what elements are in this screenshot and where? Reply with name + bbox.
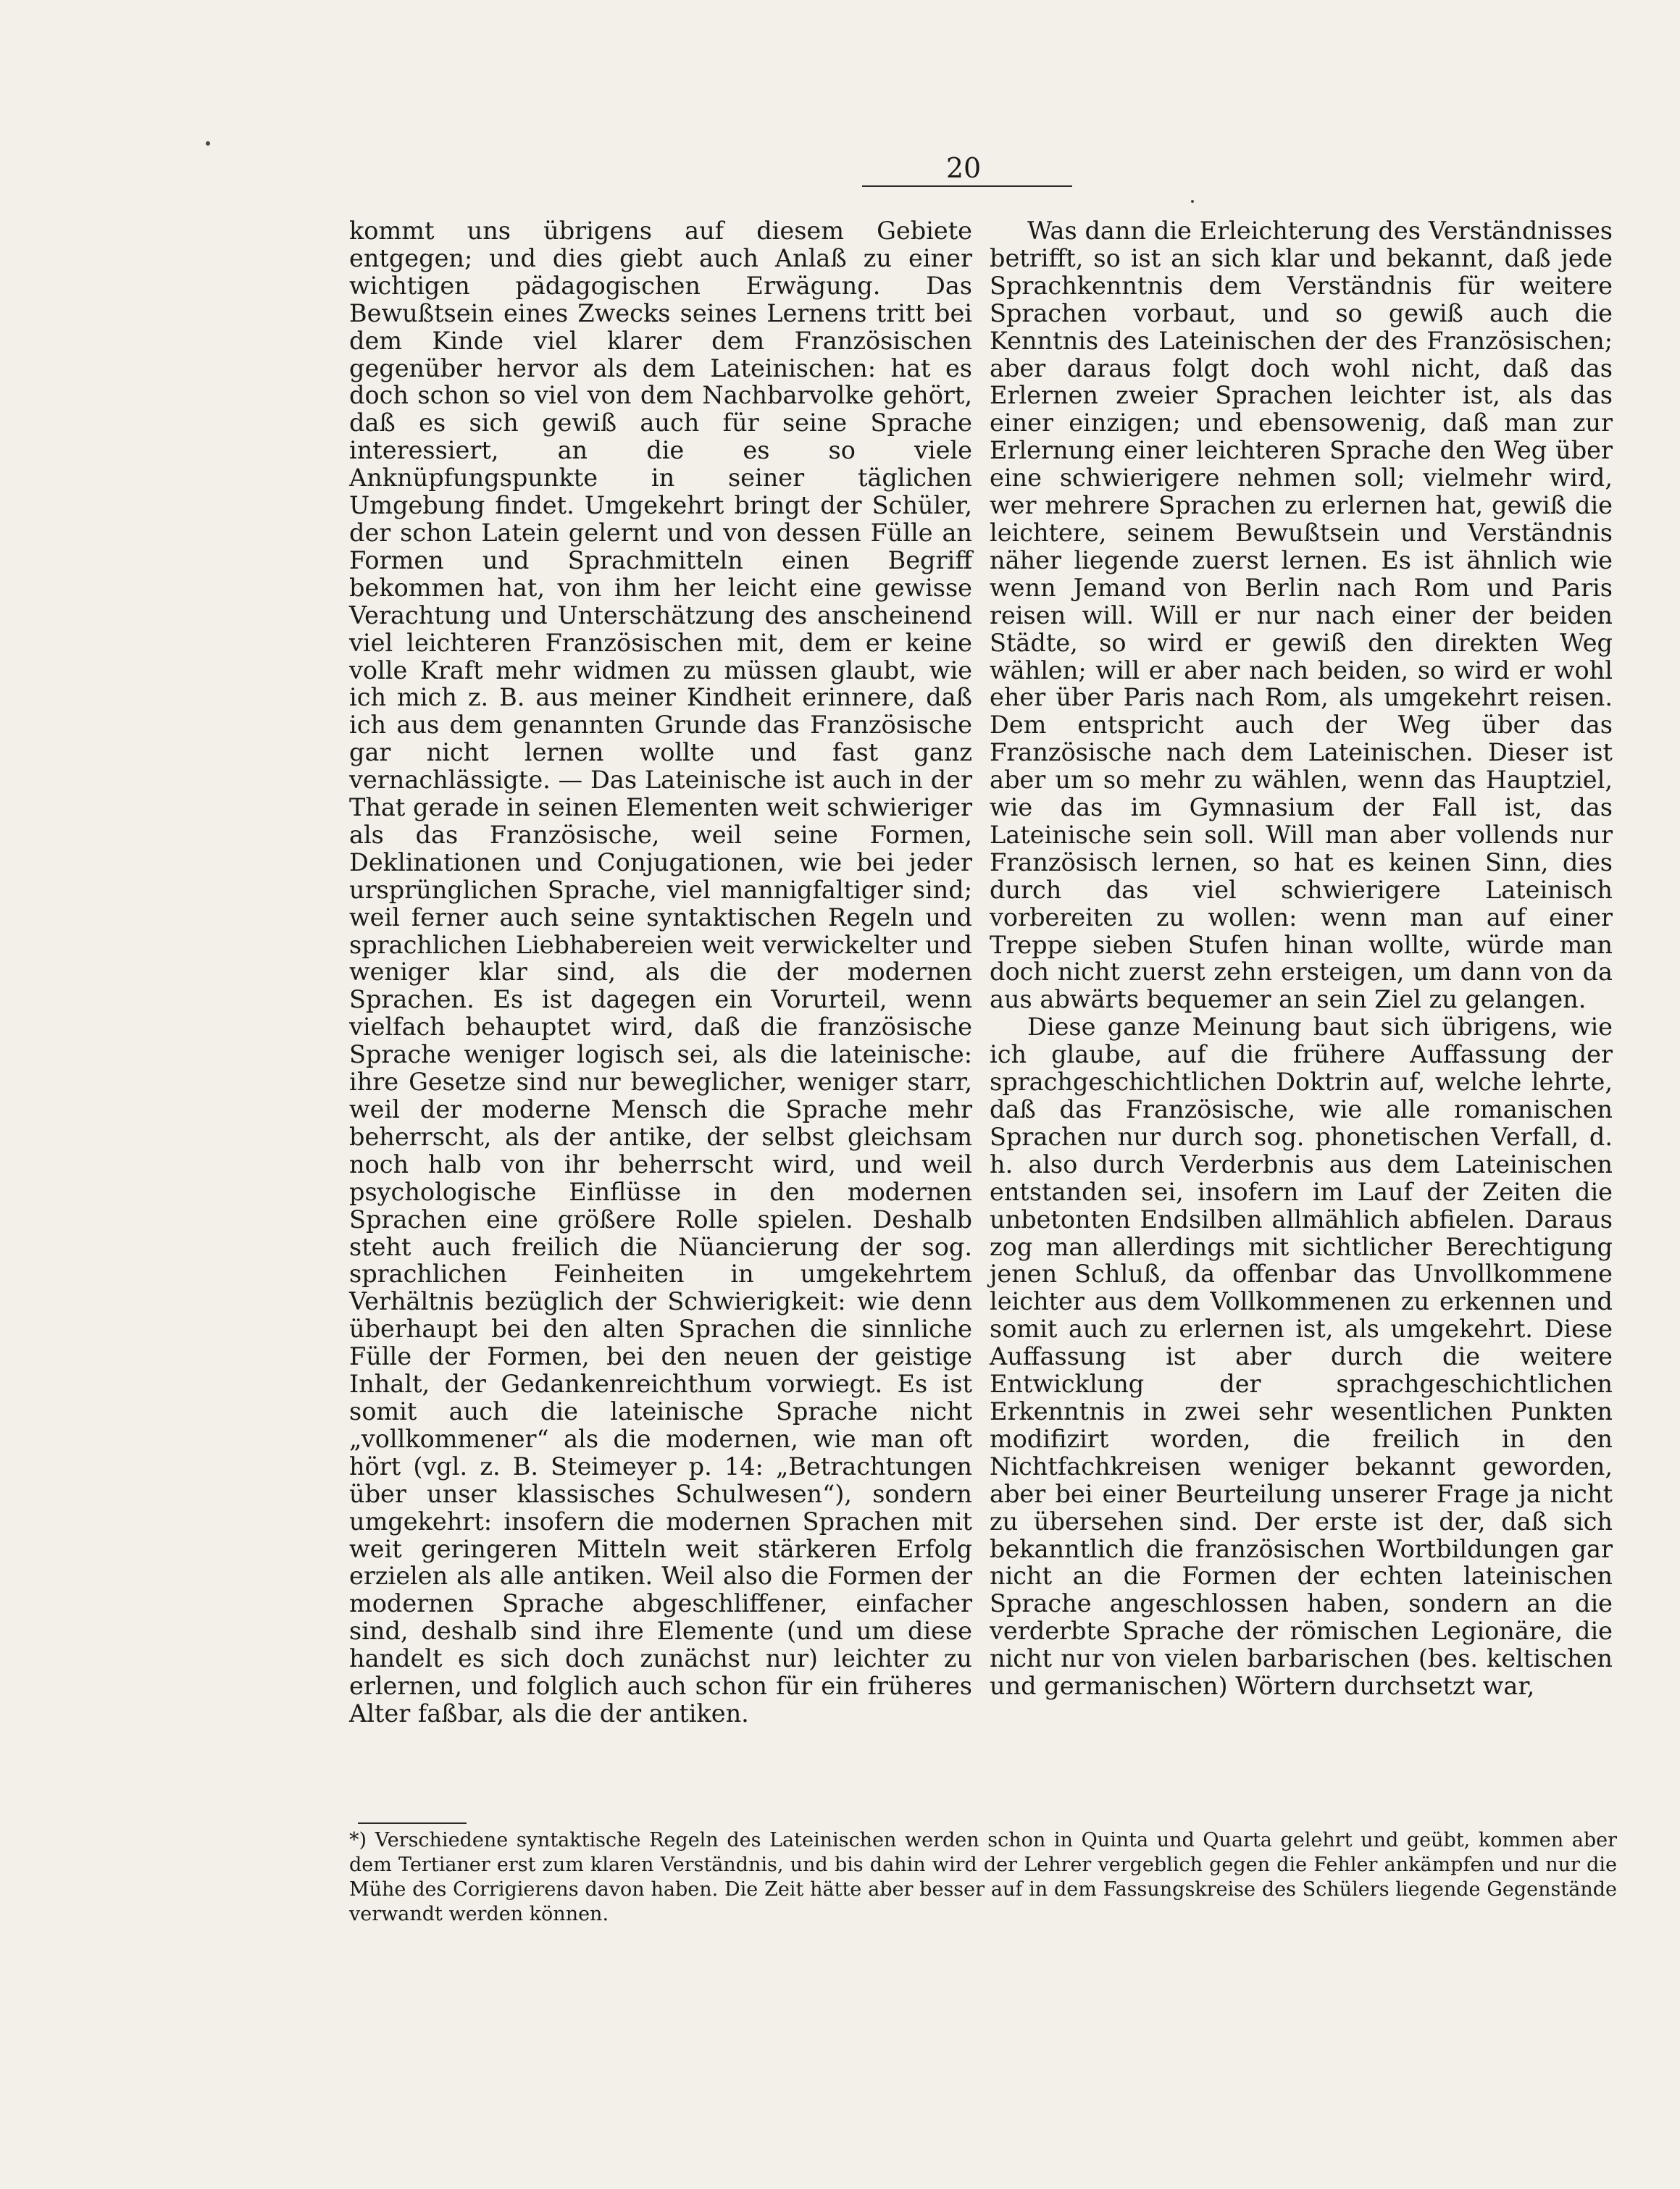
- ink-speck: [206, 141, 210, 146]
- footnote: *) Verschiedene syntaktische Regeln des Lateinischen werden schon in Quinta und Quarta gelehrt und geübt, kommen aber dem Tertianer erst zum klaren Verständnis, und bis dahin wird der Lehrer vergeblich gegen die Fehler ankämpfen und nur die Mühe des Corrigierens davon haben. Die Zeit hätte aber besser auf in dem Fassungskreise des Schülers liegende Gegenstände verwandt werden können.: [349, 1829, 1617, 1925]
- right-paragraph-1: Was dann die Erleichterung des Verständnisses betrifft, so ist an sich klar und bekannt, daß jede Sprachkenntnis dem Verständnis für weitere Sprachen vorbaut, und so gewiß auch die Kenntnis des Lateinischen der des Französischen; aber daraus folgt doch wohl nicht, daß das Erlernen zweier Sprachen leichter ist, als das einer einzigen; und ebensowenig, daß man zur Erlernung einer leichteren Sprache den Weg über eine schwierigere nehmen soll; vielmehr wird, wer mehrere Sprachen zu erlernen hat, gewiß die leichtere, seinem Bewußtsein und Verständnis näher liegende zuerst lernen. Es ist ähnlich wie wenn Jemand von Berlin nach Rom und Paris reisen will. Will er nur nach einer der beiden Städte, so wird er gewiß den direkten Weg wählen; will er aber nach beiden, so wird er wohl eher über Paris nach Rom, als umgekehrt reisen. Dem entspricht auch der Weg über das Französische nach dem Lateinischen. Dieser ist aber um so mehr zu wählen, wenn das Hauptziel, wie das im Gymnasium der Fall ist, das Lateinische sein soll. Will man aber vollends nur Französisch lernen, so hat es keinen Sinn, dies durch das viel schwierigere Lateinisch vorbereiten zu wollen: wenn man auf einer Treppe sieben Stufen hinan wollte, würde man doch nicht zuerst zehn ersteigen, um dann von da aus abwärts bequemer an sein Ziel zu gelangen.: [990, 217, 1613, 1014]
- right-column: [990, 217, 1613, 1700]
- page-number: 20: [945, 152, 982, 184]
- footnote-rule: [358, 1822, 467, 1824]
- ink-speck: [1191, 200, 1194, 203]
- left-column: [349, 217, 972, 1728]
- right-paragraph-2: Diese ganze Meinung baut sich übrigens, wie ich glaube, auf die frühere Auffassung der sprachgeschichtlichen Doktrin auf, welche lehrte, daß das Französische, wie alle romanischen Sprachen nur durch sog. phonetischen Verfall, d. h. also durch Verderbnis aus dem Lateinischen entstanden sei, insofern im Lauf der Zeiten die unbetonten Endsilben allmählich abfielen. Daraus zog man allerdings mit sichtlicher Berechtigung jenen Schluß, da offenbar das Unvollkommene leichter aus dem Vollkommenen zu erkennen und somit auch zu erlernen ist, als umgekehrt. Diese Auffassung ist aber durch die weitere Entwicklung der sprachgeschichtlichen Erkenntnis in zwei sehr wesentlichen Punkten modifizirt worden, die freilich in den Nichtfachkreisen weniger bekannt geworden, aber bei einer Beurteilung unserer Frage ja nicht zu übersehen sind. Der erste ist der, daß sich bekanntlich die französischen Wortbildungen gar nicht an die Formen der echten lateinischen Sprache angeschlossen haben, sondern an die verderbte Sprache der römischen Legionäre, die nicht nur von vielen barbarischen (bes. keltischen und germanischen) Wörtern durchsetzt war,: [990, 1013, 1613, 1701]
- left-paragraph-1: kommt uns übrigens auf diesem Gebiete entgegen; und dies giebt auch Anlaß zu einer wichtigen pädagogischen Erwägung. Das Bewußtsein eines Zwecks seines Lernens tritt bei dem Kinde viel klarer dem Französischen gegenüber hervor als dem Lateinischen: hat es doch schon so viel von dem Nachbarvolke gehört, daß es sich gewiß auch für seine Sprache interessiert, an die es so viele Anknüpfungspunkte in seiner täglichen Umgebung findet. Umgekehrt bringt der Schüler, der schon Latein gelernt und von dessen Fülle an Formen und Sprachmitteln einen Begriff bekommen hat, von ihm her leicht eine gewisse Verachtung und Unterschätzung des anscheinend viel leichteren Französischen mit, dem er keine volle Kraft mehr widmen zu müssen glaubt, wie ich mich z. B. aus meiner Kindheit erinnere, daß ich aus dem genannten Grunde das Französische gar nicht lernen wollte und fast ganz vernachlässigte. — Das Lateinische ist auch in der That gerade in seinen Elementen weit schwieriger als das Französische, weil seine Formen, Deklinationen und Conjugationen, wie bei jeder ursprünglichen Sprache, viel mannigfaltiger sind; weil ferner auch seine syntaktischen Regeln und sprachlichen Liebhabereien weit verwickelter und weniger klar sind, als die der modernen Sprachen. Es ist dagegen ein Vorurteil, wenn vielfach behauptet wird, daß die französische Sprache weniger logisch sei, als die lateinische: ihre Gesetze sind nur beweglicher, weniger starr, weil der moderne Mensch die Sprache mehr beherrscht, als der antike, der selbst gleichsam noch halb von ihr beherrscht wird, und weil psychologische Einflüsse in den modernen Sprachen eine größere Rolle spielen. Deshalb steht auch freilich die Nüancierung der sog. sprachlichen Feinheiten in umgekehrtem Verhältnis bezüglich der Schwierigkeit: wie denn überhaupt bei den alten Sprachen die sinnliche Fülle der Formen, bei den neuen der geistige Inhalt, der Gedankenreichthum vorwiegt. Es ist somit auch die lateinische Sprache nicht „vollkommener“ als die modernen, wie man oft hört (vgl. z. B. Steimeyer p. 14: „Betrachtungen über unser klassisches Schulwesen“), sondern umgekehrt: insofern die modernen Sprachen mit weit geringeren Mitteln weit stärkeren Erfolg erzielen als alle antiken. Weil also die Formen der modernen Sprache abgeschliffener, einfacher sind, deshalb sind ihre Elemente (und um diese handelt es sich doch zunächst nur) leichter zu erlernen, und folglich auch schon für ein früheres Alter faßbar, als die der antiken.: [349, 217, 972, 1728]
- header-rule: [862, 185, 1072, 187]
